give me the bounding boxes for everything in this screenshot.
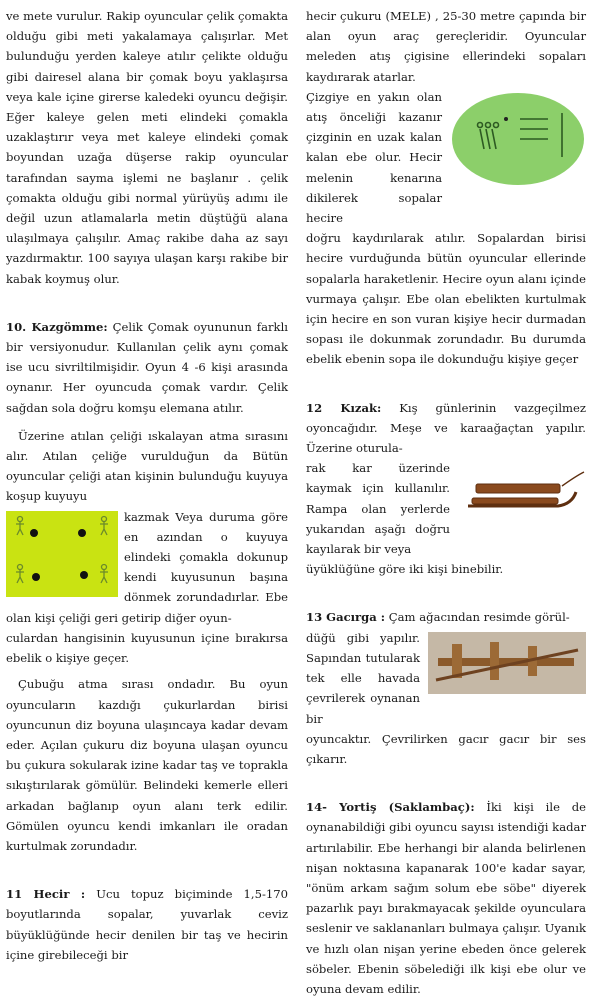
heading-hecir: 11 Hecir : bbox=[6, 887, 86, 902]
kizak-text: Kış günlerinin vazgeçilmez oyoncağıdır. Meşe ve karaağaçtan yapılır. Üzerine oturula- bbox=[306, 400, 587, 456]
right-column bbox=[306, 6, 586, 999]
heading-yortis: 14- Yortiş (Saklambaç): bbox=[306, 800, 475, 815]
paragraph-kazgomme-cont: Çubuğu atma sırası ondadır. Bu oyun oyuncuların kazdığı çukurlardan birisi oyuncunun diz boyuna ulaşıncaya kadar devam eder. Açılan çukuru diz boyuna ulaşan oyuncu bu çukura sokularak izine kadar taş ve toprakla sıkıştırılarak gömülür. Belindeki kemerle elleri arkadan bağlanıp oyun alanı terk edilir. Gömülen oyuncu kendi imkanları ile oradan kurtulmak zorundadır. bbox=[6, 677, 288, 853]
yortis-text: İki kişi ile de oynanabildiği gibi oyuncu sayısı istendiği kadar artırılabilir. Ebe herhangi bir alanda belirlenen nişan noktasına kapanarak 100'e kadar sayar, "önüm arkam sağım solum ebe söbe" diyerek pazarlık payı bırakmayacak şekilde oyunculara seslenir ve saklananları bulmaya çalışır. Uyanık ve hızlı olan nişan yerine ebeden önce gelerek söbeler. Ebenin söbelediği ilk kişi ebe olur ve oyuna devam edilir. bbox=[306, 800, 586, 996]
paragraph-gacirga-end: oyuncaktır. Çevrilirken gacır gacır bir ses çıkarır. bbox=[306, 731, 586, 766]
paragraph-kizak-wrap: rak kar üzerinde kaymak için kullanılır. Rampa olan yerlerde yukarıdan aşağı doğru kayılarak bir veya bbox=[306, 461, 450, 557]
heading-kazgomme: 10. Kazgömme: bbox=[6, 319, 108, 334]
gacirga-text: Çam ağacından resimde görül- bbox=[385, 610, 570, 625]
kazgomme-text: Çelik Çomak oyununun farklı bir versiyonudur. Kullanılan çelik aynı çomak ise ucu sivriltilmişidir. Oyun 4 -6 kişi arasında oynanır. Her oyuncuda çomak vardır. Çelik sağdan sola doğru komşu elemana atılır. bbox=[6, 319, 288, 415]
gacirga-photo bbox=[428, 632, 586, 694]
paragraph-kizak-end: üyüklüğüne göre iki kişi binebilir. bbox=[306, 562, 504, 577]
left-column bbox=[6, 6, 288, 965]
paragraph-met: ve mete vurulur. Rakip oyuncular çelik çomakta olduğu gibi meti yakalamaya çalışırlar. Met bulunduğu yerden kaleye atılır çelikte olduğu gibi dairesel alana bir çomak boyu yaklaşırsa veya kale içine girerse kaledeki oyuncu değişir. Eğer kaleye gelen meti elindeki çomakla uzaklaştırır veya met kaleye elindeki çomak boyundan uzağa düşerse rakip oyuncular tarafından sayma işlemi ne başlanır . çelik çomakta olduğu gibi normal yürüyüş adımı ile değil uzun atlamalarla metin düştüğü alana ulaşılmaya çalışılır. Amaç rakibe daha az sayı yazdırmaktır. 100 sayıya ulaşan karşı rakibe bir kabak koymuş olur. bbox=[6, 9, 288, 286]
sled-illustration bbox=[458, 462, 586, 528]
paragraph-kazgomme-end: culardan hangisinin kuyusunun içine bırakırsa ebelik o kişiye geçer. bbox=[6, 630, 288, 666]
paragraph-hecir-end: doğru kaydırılarak atılır. Sopalardan birisi hecire vurduğunda bütün oyuncular ellerinde sopalarla haraketlenir. Hecire oyun alanı içinde vurmaya çalışır. Ebe olan ebelikten kurtulmak için hecire en son vuran kişiye hecir durmadan sopası ile dokunmak zorundadır. Bu durumda ebelik ebenin sopa ile dokunduğu kişiye geçer bbox=[306, 231, 586, 367]
kazgomme-field-illustration bbox=[6, 511, 118, 597]
paragraph-hecir-wrap: Çizgiye en yakın olan atış önceliği kazanır çizginin en uzak kalan kalan ebe olur. Hecir melenin kenarına dikilerek sopalar hecire bbox=[306, 89, 442, 226]
paragraph-gacirga-wrap: düğü gibi yapılır. Sapından tutularak tek elle havada çevrilerek oynanan bir bbox=[306, 630, 420, 726]
paragraph-kazgomme-rules: Üzerine atılan çeliği ıskalayan atma sırasını alır. Atılan çeliğe vurulduğun da Bütün oyuncular çeliği atan kişinin bulunduğu kuyuya koşup kuyuyu bbox=[6, 428, 288, 504]
paragraph-hecir-cont: hecir çukuru (MELE) , 25-30 metre çapında bir alan oyun araç gereçleridir. Oyuncular meleden atış çigisine ellerindeki sopaları kaydırarak atarlar. bbox=[306, 9, 586, 84]
hecir-field-illustration bbox=[450, 91, 586, 187]
heading-gacirga: 13 Gacırga : bbox=[306, 610, 386, 625]
hecir-text: Ucu topuz biçiminde 1,5-170 boyutlarında sopalar, yuvarlak ceviz büyüklüğünde hecir denilen bir taş ve hecirin içine girebileceği bir bbox=[6, 887, 289, 962]
heading-kizak: 12 Kızak: bbox=[306, 400, 382, 415]
paragraph-kazgomme-wrap: kazmak Veya duruma göre en azından o kuyuya elindeki çomakla dokunup kendi kuyusunun başına dönmek zorundadırlar. Ebe olan kişi çeliği geri getirip diğer oyun- bbox=[6, 509, 288, 625]
